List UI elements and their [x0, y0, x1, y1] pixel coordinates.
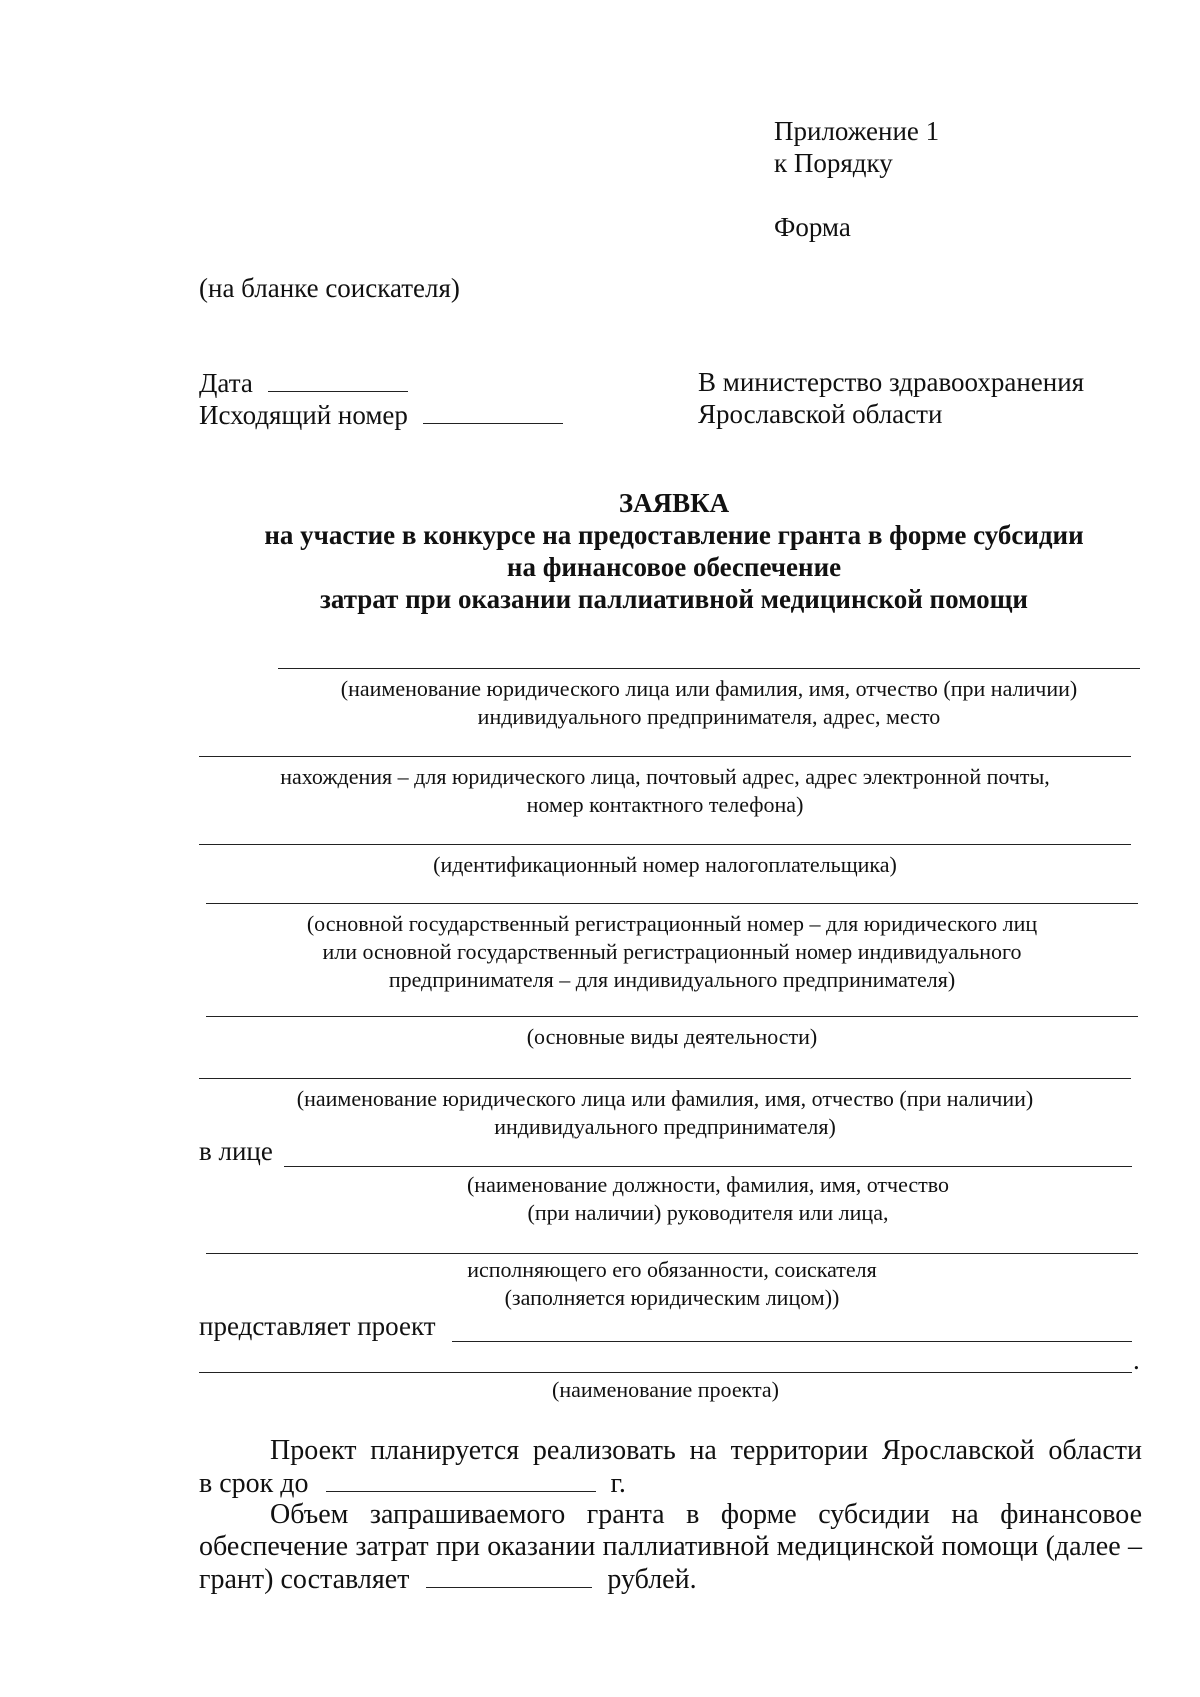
- project-name-line-2[interactable]: [199, 1372, 1132, 1373]
- caption-ogrn-3: предпринимателя – для индивидуального предпринимателя): [388, 967, 956, 992]
- caption-ogrn-2: или основной государственный регистрационный номер индивидуального: [322, 939, 1022, 964]
- presents-project-label: представляет проект: [199, 1311, 436, 1341]
- document-title: ЗАЯВКА: [618, 488, 730, 518]
- appendix-label: Приложение 1: [774, 116, 940, 146]
- representative-line[interactable]: [284, 1166, 1132, 1167]
- paragraph-1-line-1: Проект планируется реализовать на территории Ярославской области: [270, 1435, 1142, 1466]
- caption-applicant-1: (наименование юридического лица или фамилия, имя, отчество (при наличии): [340, 676, 1078, 701]
- project-name-line[interactable]: [452, 1341, 1132, 1342]
- caption-ogrn-1: (основной государственный регистрационный номер – для юридического лиц: [306, 911, 1038, 936]
- caption-acting-2: (заполняется юридическим лицом)): [504, 1285, 840, 1310]
- outgoing-number-blank[interactable]: [423, 399, 563, 424]
- caption-acting-1: исполняющего его обязанности, соискателя: [467, 1257, 877, 1282]
- form-label: Форма: [774, 212, 851, 242]
- caption-address-1: нахождения – для юридического лица, почтовый адрес, адрес электронной почты,: [280, 764, 1050, 789]
- caption-name-repeat-1: (наименование юридического лица или фамилия, имя, отчество (при наличии): [296, 1086, 1034, 1111]
- addressee-line1: В министерство здравоохранения: [698, 367, 1085, 397]
- title-line1: на участие в конкурсе на предоставление гранта в форме субсидии: [264, 520, 1084, 550]
- ogrn-line[interactable]: [206, 903, 1138, 904]
- letterhead-note: (на бланке соискателя): [199, 273, 460, 303]
- title-line2: на финансовое обеспечение: [506, 552, 842, 582]
- year-suffix: г.: [610, 1468, 626, 1499]
- date-blank[interactable]: [268, 367, 408, 392]
- deadline-blank[interactable]: [326, 1467, 596, 1492]
- addressee-line2: Ярославской области: [698, 399, 943, 429]
- deadline-label: в срок до: [199, 1468, 309, 1499]
- date-field[interactable]: [199, 367, 408, 399]
- caption-project-name: (наименование проекта): [552, 1377, 779, 1402]
- order-reference: к Порядку: [774, 148, 893, 178]
- caption-name-repeat-2: индивидуального предпринимателя): [494, 1114, 836, 1139]
- caption-inn: (идентификационный номер налогоплательщика): [433, 852, 897, 877]
- caption-address-2: номер контактного телефона): [526, 792, 804, 817]
- caption-representative-2: (при наличии) руководителя или лица,: [527, 1200, 889, 1225]
- representative-line-2[interactable]: [206, 1253, 1138, 1254]
- address-line[interactable]: [199, 756, 1131, 757]
- outgoing-number-label: Исходящий номер: [199, 400, 408, 430]
- outgoing-number-field[interactable]: [199, 399, 563, 431]
- grant-amount-label: грант) составляет: [199, 1564, 410, 1595]
- caption-activities: (основные виды деятельности): [526, 1024, 818, 1049]
- applicant-name-line[interactable]: [278, 668, 1140, 669]
- grant-amount-blank[interactable]: [426, 1563, 592, 1588]
- currency-suffix: рублей.: [607, 1564, 697, 1595]
- caption-applicant-2: индивидуального предпринимателя, адрес, место: [477, 704, 941, 729]
- paragraph-2-line-1: Объем запрашиваемого гранта в форме субсидии на финансовое: [270, 1499, 1142, 1530]
- period-mark: .: [1133, 1345, 1140, 1375]
- deadline-field[interactable]: [199, 1467, 626, 1500]
- name-repeat-line[interactable]: [199, 1078, 1131, 1079]
- caption-representative-1: (наименование должности, фамилия, имя, отчество: [466, 1172, 950, 1197]
- grant-amount-field[interactable]: [199, 1563, 697, 1596]
- activities-line[interactable]: [206, 1016, 1138, 1017]
- in-person-label: в лице: [199, 1136, 273, 1166]
- inn-line[interactable]: [199, 844, 1131, 845]
- paragraph-2-line-2: обеспечение затрат при оказании паллиативной медицинской помощи (далее –: [199, 1531, 1142, 1562]
- title-line3: затрат при оказании паллиативной медицинской помощи: [320, 584, 1028, 614]
- date-label: Дата: [199, 368, 253, 398]
